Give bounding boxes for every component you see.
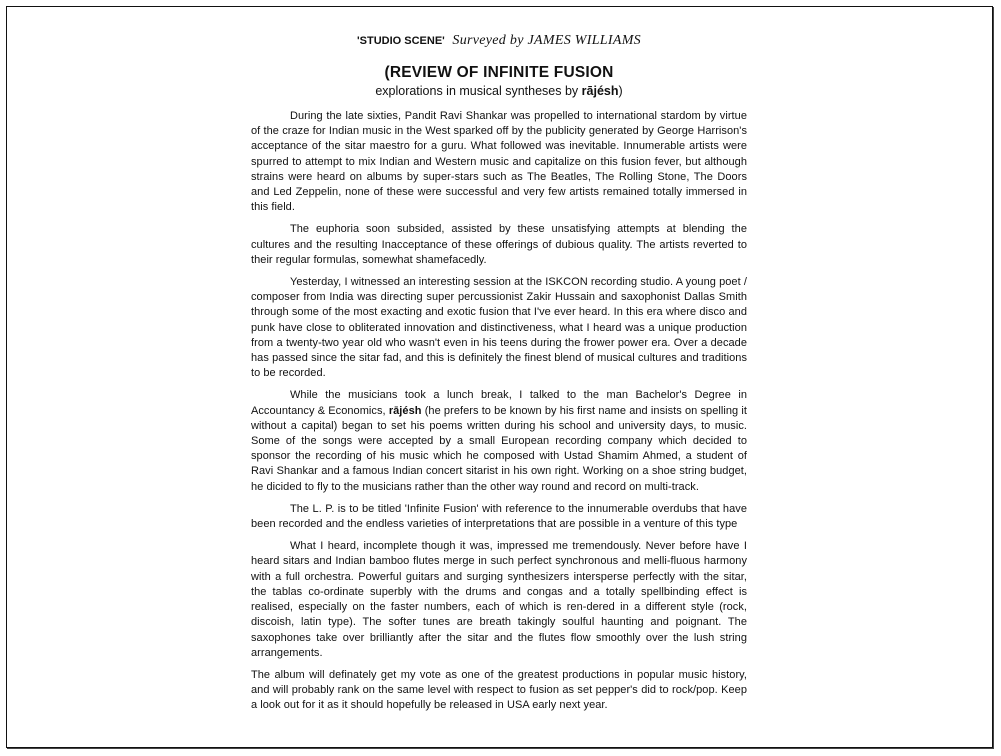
column-label: 'STUDIO SCENE' xyxy=(357,35,445,47)
paragraph-6: What I heard, incomplete though it was, impressed me tremendously. Never before have I heard sitars and Indian bamboo flutes merge in such perfect synchronous and melli-fluous harmony with a full orchestra. Powerful guitars and surging synthesizers intersperse perfectly with the sitar, the tablas co-ordinate superbly with the drums and congas and a totally spellbinding effect is realised, especially on the faster numbers, each of which is ren-dered in a different style (rock, discoish, latin type). The softer tunes are breath takingly soulful haunting and poignant. The saxophones take over brilliantly after the sitar and the flutes flow smoothly over the lush string arrangements. xyxy=(251,540,747,659)
paragraph-3: Yesterday, I witnessed an interesting session at the ISKCON recording studio. A young poet / composer from India was directing super percussionist Zakir Hussain and saxophonist Dallas Smith through some of the most exacting and exotic fusion that I've ever heard. In this era where disco and punk have close to obliterated innovation and distinctiveness, what I heard was a unique production from a twenty-two year old who wasn't even in his teens during the frower power era. Over a decade has passed since the sitar fad, and this is definitely the finest blend of musical cultures and traditions to be recorded. xyxy=(251,276,747,380)
article-title: (REVIEW OF INFINITE FUSION xyxy=(384,64,614,81)
byline xyxy=(251,32,747,50)
paragraph-4 xyxy=(251,388,747,494)
author-credit: Surveyed by JAMES WILLIAMS xyxy=(452,33,641,48)
paragraph-7: The album will definately get my vote as one of the greatest productions in popular music history, and will probably rank on the same level with respect to fusion as set pepper's did to rock/pop. Keep a look out for it as it should hopefully be released in USA early next year. xyxy=(251,668,747,712)
paragraph-4-name: rājésh xyxy=(388,404,422,417)
paragraph-4-start: While the musicians took a lunch break, I talked to the man Bachelor's Degree in Accountancy & Economics, xyxy=(251,389,747,417)
paragraph-2: The euphoria soon subsided, assisted by these unsatisfying attempts at blending the cultures and the resulting Inacceptance of these offerings of dubious quality. The artists reverted to their regular formulas, somewhat shamefacedly. xyxy=(251,223,747,266)
subtitle-name: rājésh xyxy=(581,84,619,98)
paragraph-4-end: (he prefers to be known by his first name and insists on spelling it without a capital) began to set his poems written during his school and university days, to music. Some of the songs were accepted by a small European recording company which decided to sponsor the recording of his music which he composed with Ustad Shamim Ahmed, a student of Ravi Shankar and a famous Indian concert sitarist in his own right. Working on a shoe string budget, he dicided to fly to the musicians rather than the other way round and record on multi-track. xyxy=(251,404,747,493)
subtitle-text: explorations in musical syntheses by xyxy=(375,84,582,98)
subtitle-close: ) xyxy=(618,84,623,98)
paragraph-5: The L. P. is to be titled 'Infinite Fusion' with reference to the innumerable overdubs that have been recorded and the endless varieties of interpretations that are possible in a venture of this type xyxy=(251,502,747,531)
article xyxy=(251,32,747,721)
article-subtitle xyxy=(251,83,747,99)
paragraph-1: During the late sixties, Pandit Ravi Shankar was propelled to international stardom by virtue of the craze for Indian music in the West sparked off by the publicity generated by George Harrison's acceptance of the sitar maestro for a guru. What followed was inevitable. Innumerable artists were spurred to attempt to mix Indian and Western music and capitalize on this fusion fever, but although strains were heard on albums by super-stars such as The Beatles, The Rolling Stone, The Doors and Led Zeppelin, none of these were successful and very few artists remained totally immersed in this field. xyxy=(251,110,747,214)
